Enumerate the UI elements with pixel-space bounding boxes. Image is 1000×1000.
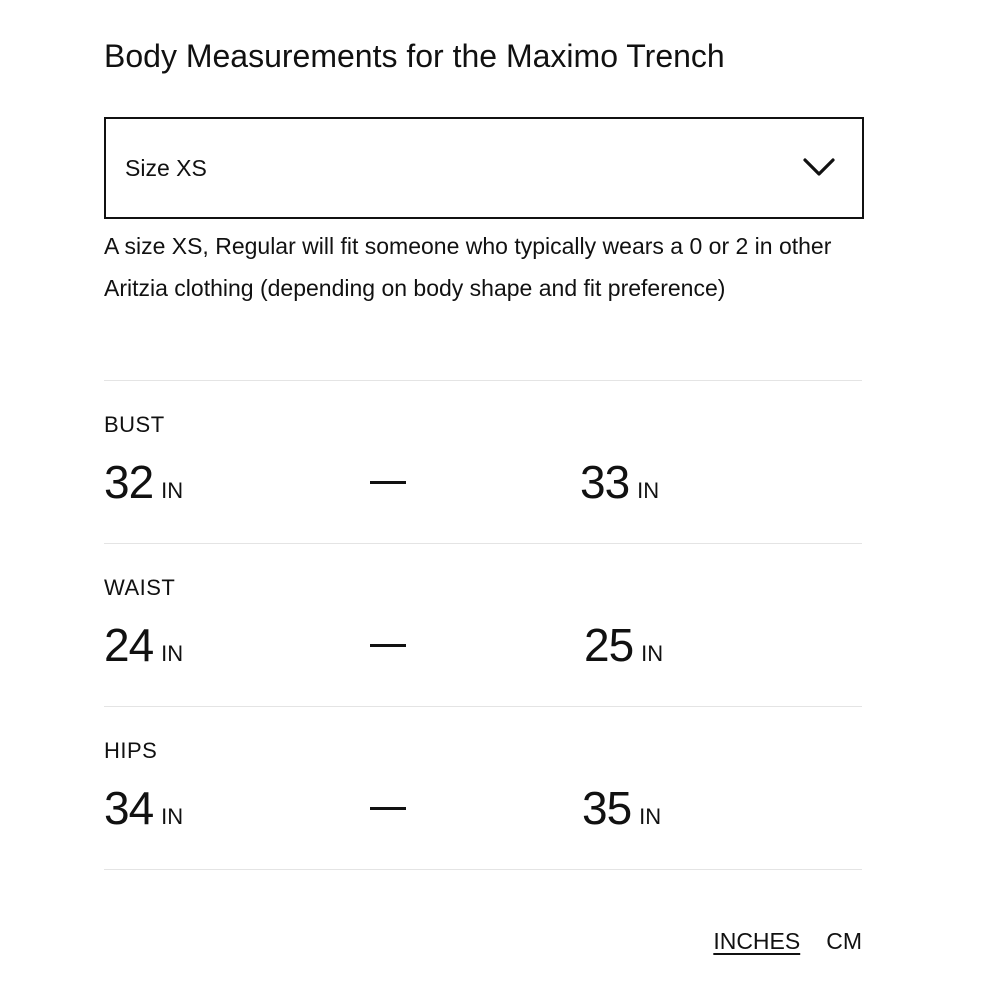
range-dash (370, 644, 406, 647)
units-toggle (713, 926, 862, 956)
fit-description: A size XS, Regular will fit someone who typically wears a 0 or 2 in other Aritzia clothing (depending on body shape and fit preference) (104, 233, 832, 301)
size-select-dropdown[interactable] (104, 117, 864, 219)
measurement-row-bust (104, 452, 862, 512)
measurement-row-waist (104, 615, 862, 675)
measurement-min: 32 IN (104, 456, 184, 508)
measurement-max: 25 IN (584, 619, 664, 671)
units-option-cm[interactable]: CM (826, 928, 862, 954)
size-select-value: Size XS (125, 155, 207, 181)
measurement-label-hips: HIPS (104, 738, 158, 763)
divider (104, 380, 862, 381)
units-option-inches[interactable]: INCHES (713, 928, 801, 954)
divider (104, 706, 862, 707)
measurement-row-hips (104, 778, 862, 838)
chevron-down-icon (802, 155, 836, 179)
divider (104, 869, 862, 870)
measurement-label-waist: WAIST (104, 575, 176, 600)
measurement-min: 34 IN (104, 782, 184, 834)
divider (104, 543, 862, 544)
measurement-max: 33 IN (580, 456, 660, 508)
range-dash (370, 481, 406, 484)
measurement-label-bust: BUST (104, 412, 165, 437)
measurement-min: 24 IN (104, 619, 184, 671)
range-dash (370, 807, 406, 810)
page-title: Body Measurements for the Maximo Trench (104, 38, 725, 74)
measurement-max: 35 IN (582, 782, 662, 834)
